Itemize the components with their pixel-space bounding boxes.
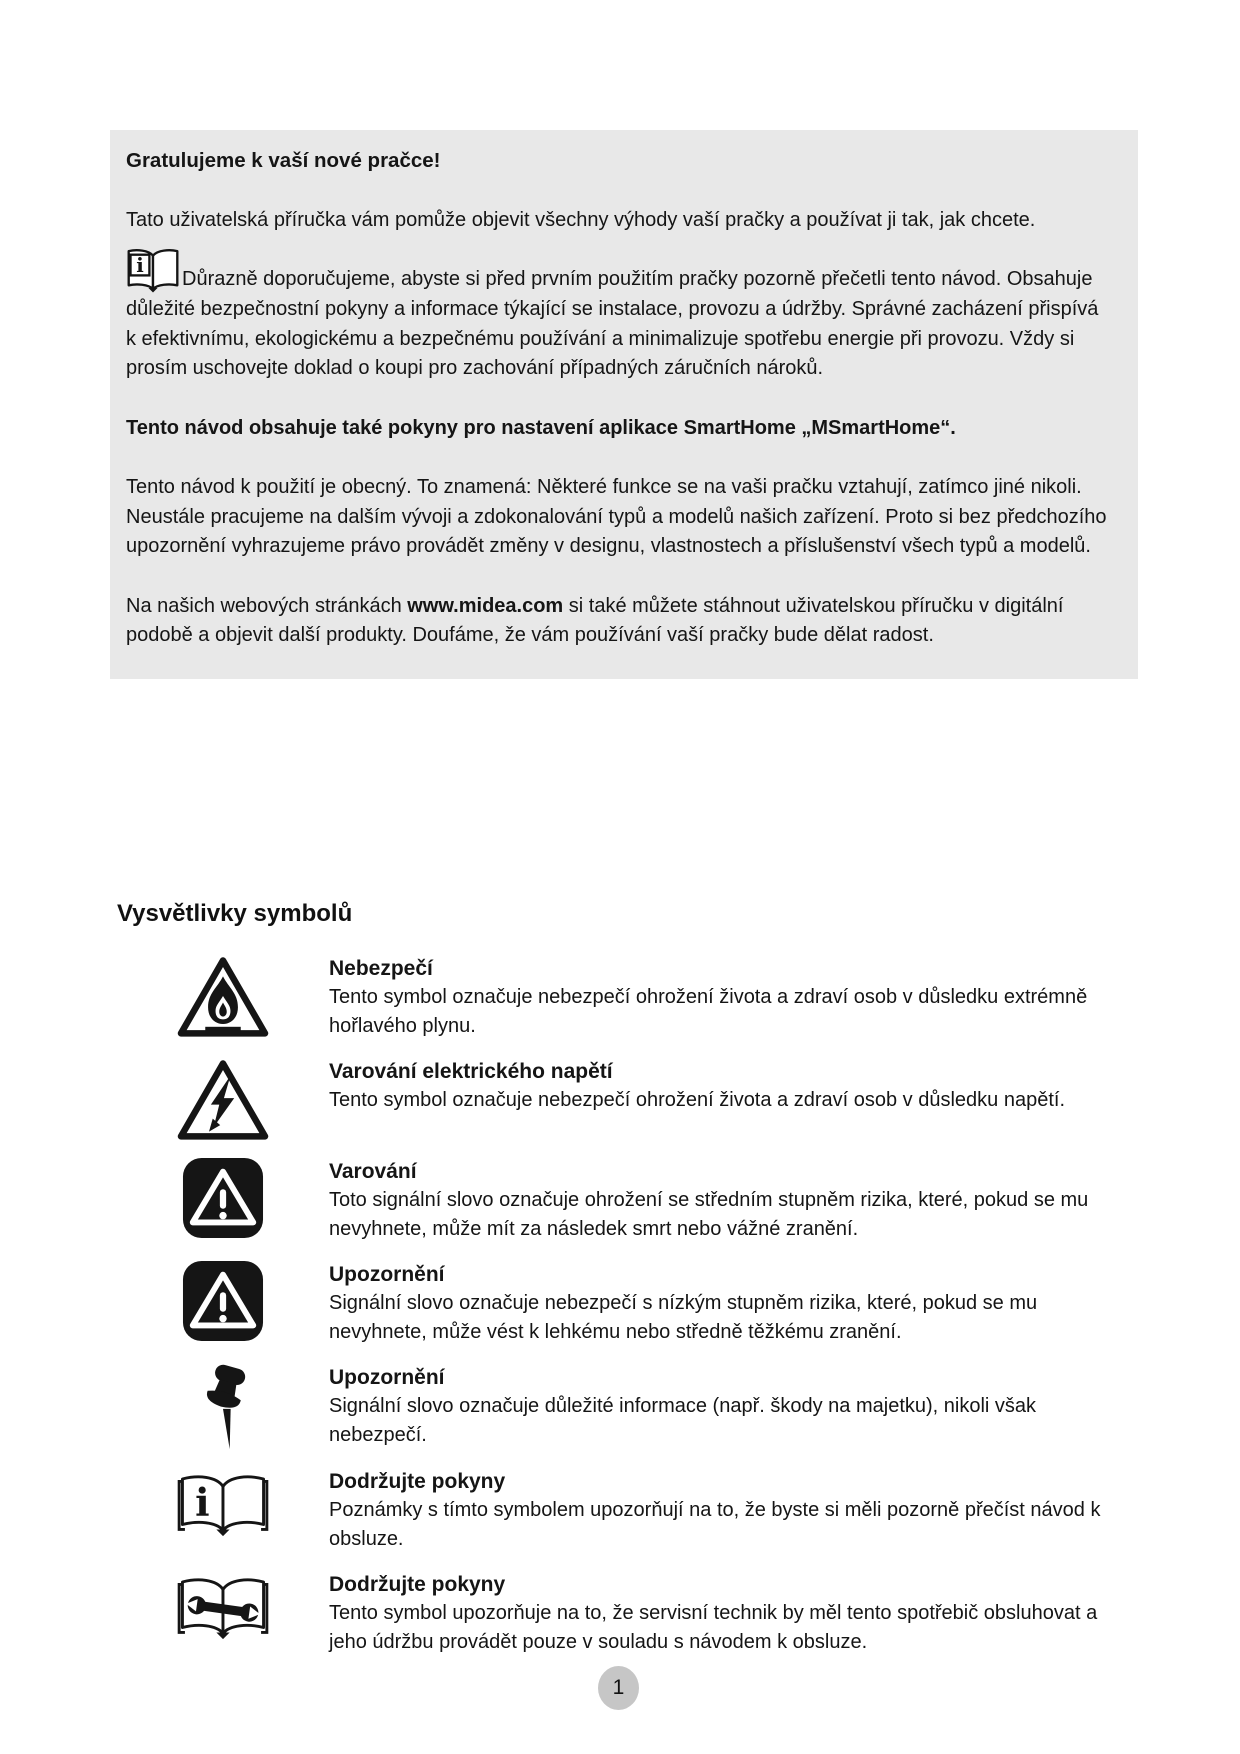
svg-text:i: i <box>195 1479 210 1525</box>
text-cell <box>329 1157 1127 1244</box>
text-cell <box>329 1363 1127 1450</box>
icon-cell <box>117 1467 329 1539</box>
symbol-desc: Poznámky s tímto symbolem upozorňují na to, že byste si měli pozorně přečíst návod k obsluze. <box>329 1499 1101 1550</box>
icon-cell <box>117 1260 329 1342</box>
open-book-info-icon <box>126 245 180 295</box>
icon-cell <box>117 1570 329 1642</box>
service-manual-book-icon <box>175 1570 271 1642</box>
icon-cell <box>117 954 329 1038</box>
symbol-title: Upozornění <box>329 1366 445 1389</box>
page-number-badge <box>598 1666 639 1710</box>
symbol-title: Nebezpečí <box>329 957 433 980</box>
page-number: 1 <box>612 1676 625 1699</box>
symbol-title: Varování elektrického napětí <box>329 1060 613 1083</box>
symbol-desc: Signální slovo označuje nebezpečí s nízkým stupněm rizika, které, pokud se mu nevyhnete, může vést k lehkému nebo středně těžkému zranění. <box>329 1292 1038 1343</box>
intro-title: Gratulujeme k vaší nové pračce! <box>126 149 441 172</box>
symbol-row-voltage <box>117 1057 1127 1141</box>
icon-cell <box>117 1363 329 1451</box>
intro-paragraph-4 <box>126 592 1108 651</box>
pushpin-icon <box>194 1363 252 1451</box>
symbol-title: Varování <box>329 1160 417 1183</box>
intro-paragraph-2 <box>126 245 1108 384</box>
text-cell <box>329 1260 1127 1347</box>
text-cell <box>329 1057 1127 1115</box>
symbol-desc: Tento symbol upozorňuje na to, že servisní technik by měl tento spotřebič obsluhovat a jeho údržbu provádět pouze v souladu s návodem k obsluze. <box>329 1602 1098 1653</box>
website-url: www.midea.com <box>407 594 564 617</box>
warning-exclamation-icon <box>182 1157 264 1239</box>
symbol-desc: Toto signální slovo označuje ohrožení se středním stupněm rizika, které, pokud se mu nevyhnete, může mít za následek smrt nebo vážné zranění. <box>329 1189 1089 1240</box>
icon-cell <box>117 1057 329 1141</box>
symbol-row-note <box>117 1363 1127 1451</box>
svg-text:i: i <box>136 252 144 277</box>
caution-exclamation-icon <box>182 1260 264 1342</box>
flame-warning-icon <box>176 954 270 1038</box>
icon-cell <box>117 1157 329 1239</box>
symbol-row-warning <box>117 1157 1127 1244</box>
manual-info-book-icon <box>175 1467 271 1539</box>
symbol-list <box>117 954 1127 1657</box>
intro-paragraph-smarthome: Tento návod obsahuje také pokyny pro nastavení aplikace SmartHome „MSmartHome“. <box>126 416 956 439</box>
symbol-row-service-manual <box>117 1570 1127 1657</box>
symbol-row-caution <box>117 1260 1127 1347</box>
symbol-title: Dodržujte pokyny <box>329 1573 506 1596</box>
symbol-title: Upozornění <box>329 1263 445 1286</box>
symbol-desc: Tento symbol označuje nebezpečí ohrožení života a zdraví osob v důsledku extrémně hořlavého plynu. <box>329 986 1088 1037</box>
intro-paragraph-3: Tento návod k použití je obecný. To znamená: Některé funkce se na vaši pračku vztahují, zatímco jiné nikoli. Neustále pracujeme na dalším vývoji a zdokonalování typů a modelů našich zařízení. Proto si bez předchozího upozornění vyhrazujeme právo provádět změny v designu, vlastnostech a příslušenství všech typů a modelů. <box>126 476 1107 557</box>
symbol-desc: Signální slovo označuje důležité informace (např. škody na majetku), nikoli však nebezpečí. <box>329 1395 1037 1446</box>
symbol-desc: Tento symbol označuje nebezpečí ohrožení života a zdraví osob v důsledku napětí. <box>329 1089 1066 1111</box>
text-cell <box>329 954 1127 1041</box>
intro-paragraph-2-text: Důrazně doporučujeme, abyste si před prvním použitím pračky pozorně přečetli tento návod. Obsahuje důležité bezpečnostní pokyny a informace týkající se instalace, provozu a údržby. Správné zacházení přispívá k efektivnímu, ekologickému a bezpečnému používání a minimalizuje spotřebu energie při provozu. Vždy si prosím uschovejte doklad o koupi pro zachování případných záručních nároků. <box>126 268 1099 379</box>
symbols-section-heading: Vysvětlivky symbolů <box>117 900 353 927</box>
symbol-title: Dodržujte pokyny <box>329 1470 506 1493</box>
symbol-row-danger <box>117 954 1127 1041</box>
intro-box <box>110 130 1138 679</box>
text-cell <box>329 1467 1127 1554</box>
website-sentence-prefix: Na našich webových stránkách <box>126 594 408 617</box>
website-sentence-suffix: si také můžete stáhnout uživatelskou příručku v digitální podobě a objevit další produkty. Doufáme, že vám používání vaší pračky bude dělat radost. <box>126 594 1064 646</box>
high-voltage-warning-icon <box>176 1057 270 1141</box>
text-cell <box>329 1570 1127 1657</box>
intro-paragraph-1: Tato uživatelská příručka vám pomůže objevit všechny výhody vaší pračky a používat ji tak, jak chcete. <box>126 208 1036 231</box>
symbol-row-read-manual <box>117 1467 1127 1554</box>
